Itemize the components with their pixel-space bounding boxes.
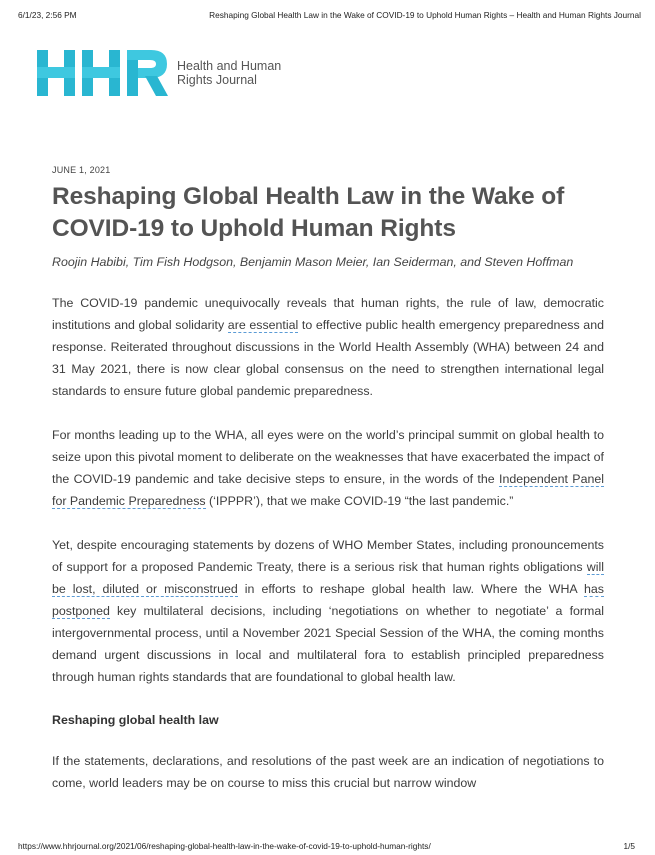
- print-page-title: Reshaping Global Health Law in the Wake of COVID-19 to Uphold Human Rights – Health and Human Rights Journal: [209, 10, 641, 20]
- print-timestamp: 6/1/23, 2:56 PM: [18, 10, 77, 20]
- print-page-number: 1/5: [623, 841, 635, 851]
- link-lost-diluted[interactable]: will be lost, diluted or misconstrued: [52, 560, 604, 596]
- logo-line-2: Rights Journal: [177, 73, 257, 87]
- print-url: https://www.hhrjournal.org/2021/06/reshaping-global-health-law-in-the-wake-of-covid-19-to-uphold-human-rights/: [18, 841, 431, 851]
- paragraph-text: in efforts to reshape global health law. Where the WHA: [237, 582, 585, 596]
- paragraph-4: If the statements, declarations, and resolutions of the past week are an indication of negotiations to come, world leaders may be on course to miss this crucial but narrow window: [52, 754, 604, 790]
- article-authors: Roojin Habibi, Tim Fish Hodgson, Benjamin Mason Meier, Ian Seiderman, and Steven Hoffman: [52, 255, 574, 269]
- paragraph-text: (‘IPPPR’), that we make COVID-19 “the last pandemic.”: [205, 494, 514, 508]
- logo-line-1: Health and Human: [177, 59, 282, 73]
- link-independent-panel[interactable]: Independent Panel for Pandemic Preparedness: [52, 472, 604, 508]
- hhr-logo-icon: [37, 50, 169, 96]
- article: [52, 165, 604, 794]
- paragraph-1: [52, 292, 604, 402]
- article-date: JUNE 1, 2021: [52, 165, 111, 175]
- link-has-postponed[interactable]: has postponed: [52, 582, 604, 618]
- paragraph-text: For months leading up to the WHA, all eyes were on the world’s principal summit on global health to seize upon this pivotal moment to deliberate on the weaknesses that have exacerbated the impact of the COVID-19 pandemic and take decisive steps to ensure, in the words of the: [52, 428, 604, 486]
- paragraph-2: [52, 424, 604, 512]
- print-footer: [18, 841, 635, 853]
- paragraph-text: to effective public health emergency preparedness and response. Reiterated throughout discussions in the World Health Assembly (WHA) between 24 and 31 May 2021, there is now clear global consensus on the need to strengthen international legal standards to ensure future global pandemic preparedness.: [52, 318, 604, 398]
- paragraph-text: Yet, despite encouraging statements by dozens of WHO Member States, including pronouncements of support for a proposed Pandemic Treaty, there is a serious risk that human rights obligations: [52, 538, 604, 574]
- link-are-essential[interactable]: are essential: [227, 318, 299, 332]
- article-title: Reshaping Global Health Law in the Wake of COVID-19 to Uphold Human Rights: [52, 183, 565, 242]
- logo-wordmark: [177, 59, 281, 87]
- paragraph-text: key multilateral decisions, including ‘negotiations on whether to negotiate’ a formal intergovernmental process, until a November 2021 Special Session of the WHA, the coming months demand urgent discussions in local and multilateral fora to establish principled preparedness through human rights standards that are foundational to global health law.: [52, 604, 604, 684]
- paragraph-3: [52, 534, 604, 688]
- paragraph-text: The COVID-19 pandemic unequivocally reveals that human rights, the rule of law, democratic institutions and global solidarity: [52, 296, 604, 332]
- print-header: [18, 10, 641, 22]
- site-logo[interactable]: [37, 50, 281, 96]
- section-heading: Reshaping global health law: [52, 713, 219, 727]
